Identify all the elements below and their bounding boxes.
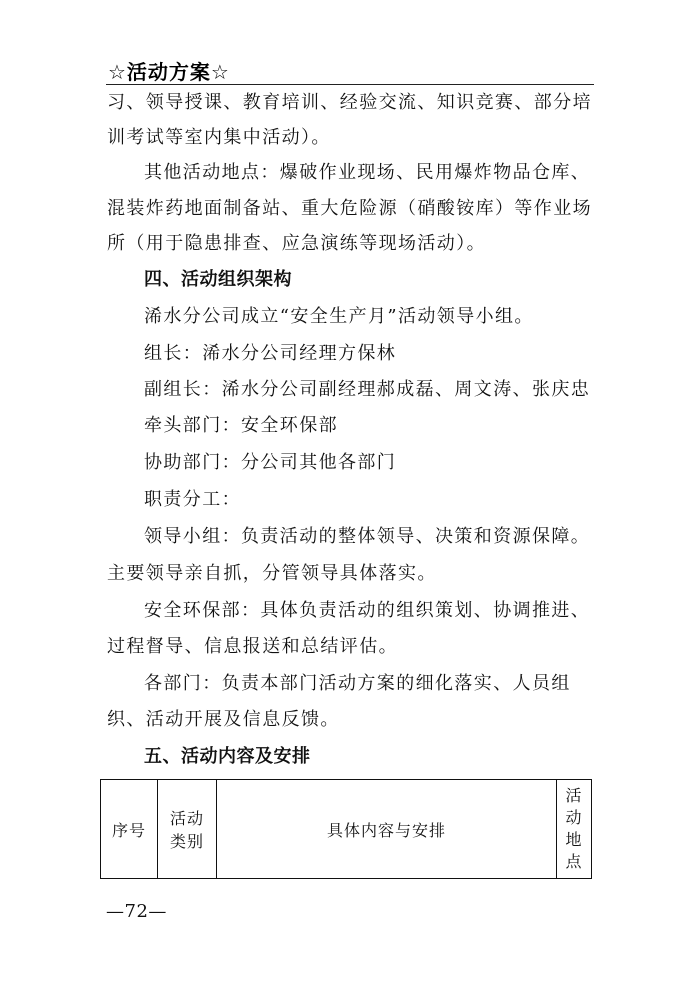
paragraph-line: 混装炸药地面制备站、重大危险源（硝酸铵库）等作业场: [107, 198, 592, 219]
paragraph-line: 织、活动开展及信息反馈。: [107, 709, 340, 730]
header-location-char: 点: [565, 852, 583, 871]
header-cell-category: [158, 780, 217, 879]
paragraph-line: 协助部门：分公司其他各部门: [144, 452, 397, 473]
paragraph-line: 组长：浠水分公司经理方保林: [144, 343, 397, 364]
header-cell-seq: 序号: [101, 780, 158, 879]
paragraph-line: 其他活动地点：爆破作业现场、民用爆炸物品仓库、: [144, 162, 591, 183]
header-category-line: 类别: [169, 832, 204, 851]
section-heading-5: 五、活动内容及安排: [144, 746, 311, 767]
paragraph-line: 安全环保部：具体负责活动的组织策划、协调推进、: [144, 600, 591, 621]
header-cell-location: [557, 780, 592, 879]
page-header-title: ☆活动方案☆: [108, 60, 230, 84]
paragraph-line: 习、领导授课、教育培训、经验交流、知识竞赛、部分培: [107, 92, 592, 113]
table-header-row: [101, 780, 592, 879]
header-location-char: 活: [565, 786, 583, 805]
paragraph-line: 主要领导亲自抓，分管领导具体落实。: [107, 563, 437, 584]
section-heading-4: 四、活动组织架构: [144, 269, 292, 290]
paragraph-line: 浠水分公司成立“安全生产月”活动领导小组。: [144, 306, 534, 327]
paragraph-line: 所（用于隐患排查、应急演练等现场活动）。: [107, 233, 486, 254]
paragraph-line: 过程督导、信息报送和总结评估。: [107, 636, 398, 657]
paragraph-line: 各部门：负责本部门活动方案的细化落实、人员组: [144, 673, 571, 694]
paragraph-line: 副组长：浠水分公司副经理郝成磊、周文涛、张庆忠: [144, 379, 591, 400]
header-category-line: 活动: [169, 809, 204, 828]
header-location-char: 地: [565, 830, 583, 849]
paragraph-line: 训考试等室内集中活动）。: [107, 127, 331, 148]
header-rule: [106, 84, 594, 85]
schedule-table: [100, 779, 592, 879]
header-cell-content: 具体内容与安排: [217, 780, 557, 879]
paragraph-line: 牵头部门：安全环保部: [144, 415, 338, 436]
paragraph-line: 职责分工：: [144, 489, 241, 510]
paragraph-line: 领导小组：负责活动的整体领导、决策和资源保障。: [144, 526, 591, 547]
header-location-char: 动: [565, 808, 583, 827]
page-number: —72—: [106, 901, 167, 922]
